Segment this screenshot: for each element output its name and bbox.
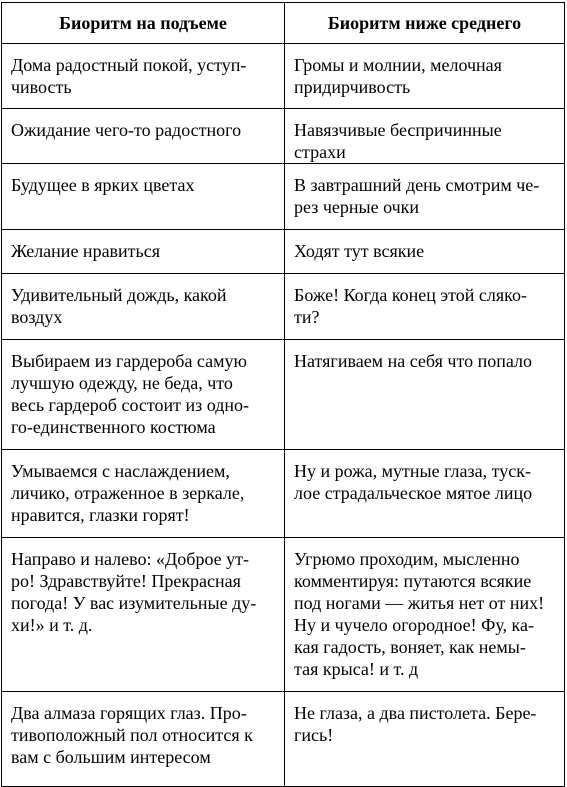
cell-below bbox=[285, 230, 565, 274]
cell-text: Выбираем из гардероба самую лучшую одежду, не беда, что весь гардероб состоит из одно- го-единственного костюма bbox=[11, 351, 250, 437]
table-row bbox=[2, 44, 565, 109]
cell-text: Громы и молнии, мелочная придирчивость bbox=[294, 55, 502, 97]
cell-below bbox=[285, 340, 565, 450]
cell-text: Ожидание чего-то радостного bbox=[11, 120, 242, 140]
cell-rising bbox=[2, 109, 285, 164]
cell-below bbox=[285, 44, 565, 109]
cell-text: Угрюмо проходим, мысленно комментируя: путаются всякие под ногами — житья нет от них! Ну и чучело огородное! Фу, ка- кая гадость, воняет, как немы- тая крыса! и т. д bbox=[294, 549, 545, 679]
cell-text: Натягиваем на себя что попало bbox=[294, 351, 532, 371]
cell-rising bbox=[2, 164, 285, 230]
cell-text: Желание нравиться bbox=[11, 241, 161, 261]
table-row bbox=[2, 274, 565, 340]
cell-rising bbox=[2, 538, 285, 692]
biorhythm-table bbox=[1, 2, 565, 787]
cell-below bbox=[285, 538, 565, 692]
cell-text: В завтрашний день смотрим че- рез черные очки bbox=[294, 175, 540, 217]
table-row bbox=[2, 164, 565, 230]
header-below-average: Биоритм ниже среднего bbox=[285, 3, 565, 44]
cell-text: Умываемся с наслаждением, личико, отраженное в зеркале, нравится, глазки горят! bbox=[11, 461, 245, 525]
header-rising: Биоритм на подъеме bbox=[2, 3, 285, 44]
cell-text: Навязчивые беспричинные страхи bbox=[294, 120, 502, 162]
cell-rising bbox=[2, 450, 285, 538]
cell-below bbox=[285, 274, 565, 340]
table-row bbox=[2, 340, 565, 450]
cell-rising bbox=[2, 44, 285, 109]
cell-rising bbox=[2, 230, 285, 274]
cell-rising bbox=[2, 692, 285, 787]
table-row bbox=[2, 230, 565, 274]
cell-text: Удивительный дождь, какой воздух bbox=[11, 285, 227, 327]
cell-below bbox=[285, 109, 565, 164]
cell-text: Два алмаза горящих глаз. Про- тивоположный пол относится к вам с большим интересом bbox=[11, 703, 253, 767]
header-row bbox=[2, 3, 565, 44]
table-row bbox=[2, 450, 565, 538]
cell-text: Не глаза, а два пистолета. Бере- гись! bbox=[294, 703, 537, 745]
cell-text: Дома радостный покой, уступ- чивость bbox=[11, 55, 247, 97]
cell-below bbox=[285, 164, 565, 230]
cell-text: Будущее в ярких цветах bbox=[11, 175, 195, 195]
cell-text: Ходят тут всякие bbox=[294, 241, 425, 261]
table-row bbox=[2, 538, 565, 692]
cell-below bbox=[285, 692, 565, 787]
cell-text: Направо и налево: «Доброе ут- ро! Здравствуйте! Прекрасная погода! У вас изумительные ду- хи!» и т. д. bbox=[11, 549, 257, 635]
cell-below bbox=[285, 450, 565, 538]
cell-text: Боже! Когда конец этой сляко- ти? bbox=[294, 285, 527, 327]
cell-rising bbox=[2, 340, 285, 450]
cell-rising bbox=[2, 274, 285, 340]
cell-text: Ну и рожа, мутные глаза, туск- лое страдальческое мятое лицо bbox=[294, 461, 533, 503]
table-row bbox=[2, 109, 565, 164]
table-row bbox=[2, 692, 565, 787]
